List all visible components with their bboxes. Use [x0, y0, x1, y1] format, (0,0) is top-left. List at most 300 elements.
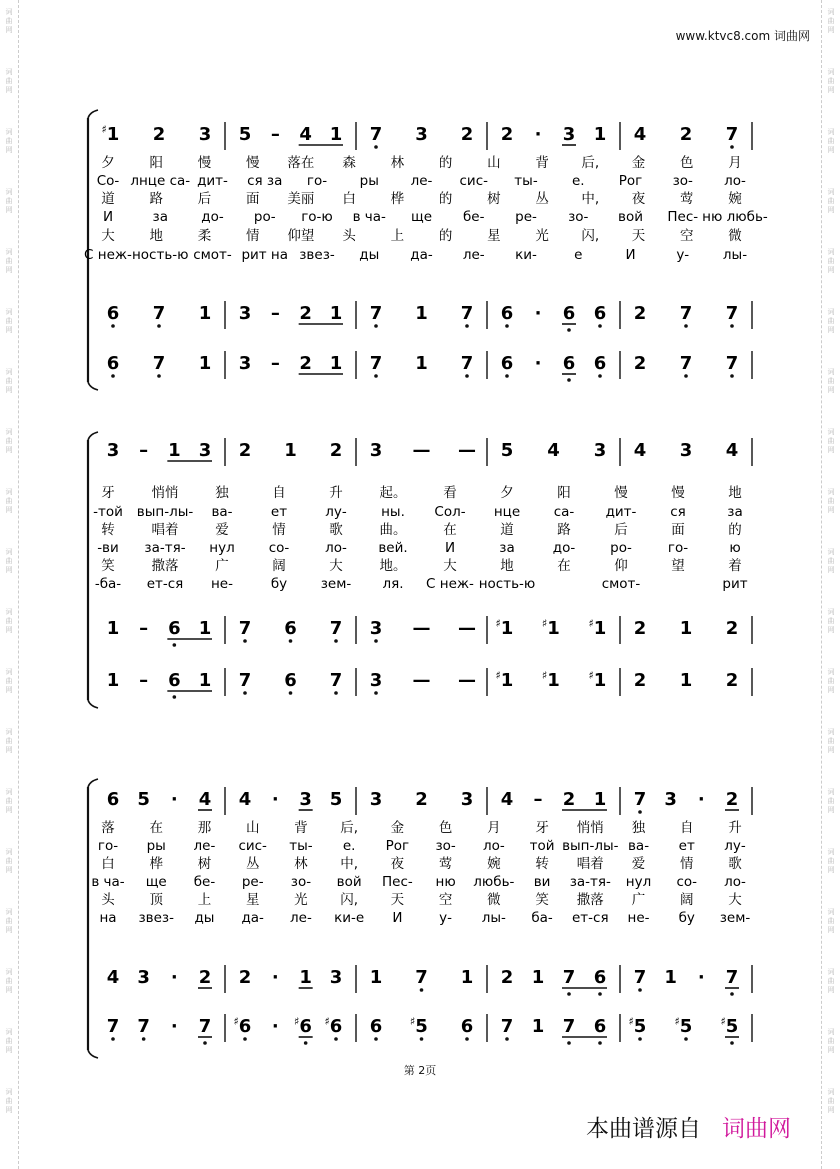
harmony-part-1-note: 1: [415, 303, 428, 324]
lyric-syllable: ры: [146, 838, 166, 854]
harmony-part-1-note: —: [458, 618, 476, 639]
harmony-part-2-note: –: [139, 670, 149, 691]
bracket-hook-top: [88, 110, 98, 118]
harmony-part-2-note: 5: [415, 1016, 428, 1037]
melody-note: 2: [415, 789, 428, 810]
harmony-part-1-note: ·: [697, 967, 705, 988]
lyric-syllable: лу-: [724, 838, 746, 854]
lyric-syllable: Пес-: [667, 209, 699, 225]
sharp-sign: ♯: [409, 1015, 416, 1028]
harmony-part-2-note: 2: [725, 670, 739, 691]
low-octave-dot: [567, 328, 571, 332]
low-octave-dot: [334, 691, 338, 695]
lyric-syllable: 莺: [680, 191, 694, 207]
low-octave-dot: [730, 1041, 734, 1045]
harmony-part-2-note: 7: [500, 1016, 514, 1037]
lyric-syllable: 山: [487, 155, 501, 171]
lyric-syllable: ки-е: [334, 910, 365, 926]
lyric-syllable: у-: [439, 910, 453, 926]
harmony-part-2-note: —: [412, 670, 431, 691]
side-watermark: 词 曲 网: [827, 488, 835, 514]
melody-note: 7: [369, 124, 383, 145]
lyric-syllable: 面: [245, 191, 260, 207]
lyric-syllable: ро-: [610, 540, 632, 556]
lyric-syllable: вып-лы-: [136, 504, 194, 520]
melody-note: 1: [593, 124, 607, 145]
harmony-part-1-note: 7: [152, 303, 166, 324]
lyric-syllable: 悄悄: [576, 820, 604, 836]
lyric-syllable: 婉: [487, 856, 501, 872]
lyric-syllable: 树: [487, 191, 501, 207]
lyric-syllable: И: [102, 209, 114, 225]
melody-note: 4: [299, 124, 312, 145]
lyric-syllable: 仰望: [287, 228, 315, 244]
low-octave-dot: [567, 992, 571, 996]
harmony-part-2-note: –: [270, 353, 280, 374]
harmony-part-2-note: 7: [106, 1016, 120, 1037]
sharp-sign: ♯: [495, 617, 501, 630]
harmony-part-2-note: 6: [106, 353, 120, 374]
lyric-syllable: ло-: [325, 540, 347, 556]
lyric-syllable: 闪,: [340, 892, 359, 908]
lyric-syllable: 中,: [340, 856, 359, 872]
lyric-syllable: 曲。: [379, 522, 407, 538]
low-octave-dot: [142, 1037, 146, 1041]
low-octave-dot: [334, 639, 338, 643]
lyric-syllable: ло-: [724, 173, 746, 189]
harmony-part-2-note: 7: [679, 353, 693, 374]
lyric-syllable: го-: [306, 173, 328, 189]
melody-note: 3: [664, 789, 677, 810]
lyric-syllable: зо-: [290, 874, 312, 890]
lyric-syllable: 唱着: [576, 856, 604, 872]
low-octave-dot: [730, 145, 734, 149]
harmony-part-1-note: 2: [633, 618, 647, 639]
lyric-syllable: ки-: [515, 247, 537, 263]
lyric-syllable: 升: [329, 485, 343, 501]
lyric-syllable: И: [444, 540, 456, 556]
harmony-part-2-note: 5: [725, 1016, 739, 1037]
harmony-part-1-note: 3: [369, 618, 383, 639]
lyric-syllable: ю: [729, 540, 741, 556]
low-octave-dot: [157, 374, 161, 378]
lyric-syllable: ва-: [211, 504, 233, 520]
harmony-part-1-note: 6: [593, 967, 607, 988]
lyric-syllable: 自: [272, 485, 286, 501]
melody-note: 4: [725, 440, 739, 461]
side-watermark: 词 曲 网: [5, 548, 13, 574]
lyric-syllable: 广: [631, 892, 646, 908]
lyric-syllable: лы-: [722, 247, 748, 263]
lyric-syllable: 阔: [272, 558, 286, 574]
harmony-part-2-note: 7: [369, 353, 383, 374]
lyric-syllable: бе-: [462, 209, 485, 225]
low-octave-dot: [730, 374, 734, 378]
lyric-syllable: ло-: [482, 838, 505, 854]
lyric-syllable: 地。: [379, 558, 407, 574]
harmony-part-2-note: ·: [170, 1016, 178, 1037]
harmony-part-1-note: 7: [238, 618, 252, 639]
side-watermark: 词 曲 网: [5, 908, 13, 934]
lyric-syllable: 树: [197, 856, 212, 872]
harmony-part-1-note: 7: [725, 967, 739, 988]
lyric-syllable: у-: [676, 247, 690, 263]
lyric-syllable: 美丽: [287, 191, 315, 207]
harmony-part-2-note: 3: [238, 353, 252, 374]
side-watermark: 词 曲 网: [827, 848, 835, 874]
lyric-syllable: 升: [728, 820, 742, 836]
harmony-part-2-note: 2: [299, 353, 312, 374]
side-watermark: 词 曲 网: [827, 1028, 835, 1054]
lyric-syllable: 天: [631, 228, 646, 244]
lyric-syllable: 婉: [728, 191, 742, 207]
lyric-syllable: Со-: [96, 173, 120, 189]
harmony-part-1-note: 1: [664, 967, 677, 988]
lyric-syllable: ты-: [514, 173, 538, 189]
lyric-syllable: 头: [342, 228, 356, 244]
lyric-syllable: не-: [627, 910, 650, 926]
lyric-syllable: ле-: [410, 173, 433, 189]
harmony-part-2-note: 1: [531, 1016, 545, 1037]
melody-note: 2: [679, 124, 693, 145]
lyric-syllable: И: [625, 247, 636, 263]
lyric-syllable: е.: [571, 173, 585, 189]
harmony-part-2-note: 1: [198, 353, 212, 374]
lyric-syllable: 丛: [535, 191, 549, 207]
lyric-syllable: ле-: [462, 247, 485, 263]
harmony-part-2-note: 1: [198, 670, 212, 691]
lyric-syllable: 唱着: [151, 522, 179, 538]
harmony-part-2-note: 1: [106, 670, 120, 691]
melody-note: 3: [415, 124, 428, 145]
harmony-part-2-note: 6: [593, 1016, 607, 1037]
lyric-syllable: 情: [245, 228, 260, 244]
bracket-hook-top: [88, 779, 98, 787]
side-watermark: 词 曲 网: [5, 128, 13, 154]
lyric-syllable: 后: [614, 522, 628, 538]
lyric-syllable: 的: [728, 522, 742, 538]
lyric-syllable: 天: [390, 892, 405, 908]
side-watermark: 词 曲 网: [827, 668, 835, 694]
low-octave-dot: [173, 695, 177, 699]
harmony-part-1-note: –: [270, 303, 280, 324]
harmony-part-2-note: 6: [284, 670, 297, 691]
side-watermark: 词 曲 网: [5, 788, 13, 814]
harmony-part-1-note: 7: [725, 303, 739, 324]
harmony-part-2-note: 3: [369, 670, 383, 691]
lyric-syllable: 月: [487, 820, 501, 836]
lyric-syllable: 落: [101, 820, 115, 836]
harmony-part-1-note: 3: [137, 967, 150, 988]
lyric-syllable: 大: [101, 228, 115, 244]
sharp-sign: ♯: [720, 1015, 726, 1028]
lyric-syllable: дит-: [197, 173, 228, 189]
sharp-sign: ♯: [233, 1015, 239, 1028]
sharp-sign: ♯: [674, 1015, 680, 1028]
harmony-part-1-note: 2: [633, 303, 647, 324]
source-prefix: 本曲谱源自: [586, 1116, 701, 1142]
harmony-part-1-note: 4: [106, 967, 120, 988]
sharp-sign: ♯: [541, 617, 548, 630]
lyric-syllable: зо-: [435, 838, 456, 854]
lyric-syllable: 落在: [287, 155, 315, 171]
lyric-syllable: нул: [625, 874, 652, 890]
low-octave-dot: [730, 324, 734, 328]
low-octave-dot: [203, 1041, 207, 1045]
low-octave-dot: [374, 374, 378, 378]
low-octave-dot: [374, 639, 378, 643]
low-octave-dot: [157, 324, 161, 328]
melody-note: ·: [534, 124, 542, 145]
melody-note: 4: [633, 124, 647, 145]
site-header[interactable]: www.ktvc8.com 词曲网: [675, 29, 810, 43]
side-watermark: 词 曲 网: [5, 248, 13, 274]
lyric-syllable: Сол-: [434, 504, 466, 520]
melody-note: 5: [238, 124, 252, 145]
melody-note: 2: [500, 124, 514, 145]
lyric-syllable: ба-: [531, 910, 553, 926]
lyric-syllable: 道: [101, 191, 115, 207]
low-octave-dot: [730, 992, 734, 996]
melody-note: 2: [329, 440, 343, 461]
side-watermark: 词 曲 网: [827, 1088, 835, 1114]
harmony-part-1-note: 7: [460, 303, 474, 324]
harmony-part-2-note: 6: [500, 353, 514, 374]
lyric-syllable: ет-ся: [572, 910, 609, 926]
lyric-syllable: 森: [342, 155, 356, 171]
harmony-part-2-note: 6: [329, 1016, 343, 1037]
lyric-syllable: 慢: [245, 155, 260, 171]
source-site-link[interactable]: 词曲网: [722, 1116, 791, 1142]
lyric-syllable: 爱: [215, 522, 229, 538]
lyric-syllable: 地: [500, 558, 514, 574]
lyric-syllable: 在: [443, 522, 457, 538]
low-octave-dot: [598, 374, 602, 378]
melody-note: ·: [697, 789, 705, 810]
lyric-syllable: ды: [359, 247, 380, 263]
melody-note: 5: [137, 789, 150, 810]
melody-note: 6: [106, 789, 120, 810]
lyric-syllable: ет: [678, 838, 695, 854]
lyric-syllable: 夜: [390, 856, 405, 872]
lyric-syllable: -ба-: [94, 576, 122, 592]
lyric-syllable: е: [574, 247, 583, 263]
lyric-syllable: 撒落: [576, 892, 604, 908]
lyric-syllable: са-: [553, 504, 575, 520]
melody-note: ·: [271, 789, 279, 810]
melody-note: 7: [725, 124, 739, 145]
lyric-syllable: 桦: [149, 856, 163, 872]
lyric-syllable: 莺: [438, 856, 453, 872]
lyric-syllable: 路: [149, 191, 163, 207]
harmony-part-1-note: 1: [593, 618, 607, 639]
lyric-syllable: 顶: [149, 892, 163, 908]
low-octave-dot: [684, 324, 688, 328]
lyric-syllable: той: [529, 838, 555, 854]
lyric-syllable: звез-: [138, 910, 174, 926]
lyric-syllable: -ви: [97, 540, 119, 556]
harmony-part-1-note: 1: [299, 967, 312, 988]
lyric-syllable: звез-: [299, 247, 335, 263]
lyric-syllable: 星: [487, 228, 501, 244]
melody-note: 1: [329, 124, 343, 145]
melody-note: 3: [369, 789, 383, 810]
side-watermark: 词 曲 网: [827, 188, 835, 214]
lyric-syllable: Рог: [618, 173, 643, 189]
low-octave-dot: [465, 374, 469, 378]
side-watermark: 词 曲 网: [5, 8, 13, 34]
lyric-syllable: ры: [359, 173, 379, 189]
harmony-part-2-note: 2: [633, 353, 647, 374]
lyric-syllable: 爱: [631, 856, 646, 872]
lyric-syllable: вей.: [378, 540, 408, 556]
harmony-part-1-note: 2: [500, 967, 514, 988]
harmony-part-1-note: 2: [238, 967, 252, 988]
harmony-part-2-note: 7: [238, 670, 252, 691]
lyric-syllable: за: [727, 504, 743, 520]
lyric-syllable: 歌: [329, 522, 343, 538]
lyric-syllable: 地: [149, 228, 163, 244]
melody-note: 7: [633, 789, 647, 810]
harmony-part-2-note: 7: [725, 353, 739, 374]
lyric-syllable: ны.: [381, 504, 405, 520]
lyric-syllable: 着: [728, 558, 742, 574]
low-octave-dot: [684, 374, 688, 378]
lyric-syllable: 后,: [581, 155, 600, 171]
lyric-syllable: в ча-: [352, 209, 386, 225]
lyric-syllable: зо-: [672, 173, 693, 189]
low-octave-dot: [289, 691, 293, 695]
lyric-syllable: со-: [268, 540, 290, 556]
lyric-syllable: 星: [245, 892, 260, 908]
side-watermark: 词 曲 网: [5, 608, 13, 634]
low-octave-dot: [598, 992, 602, 996]
harmony-part-1-note: 7: [415, 967, 428, 988]
lyric-syllable: 月: [728, 155, 742, 171]
lyric-syllable: 看: [443, 485, 457, 501]
low-octave-dot: [638, 988, 642, 992]
low-octave-dot: [374, 1037, 378, 1041]
lyric-syllable: 阔: [680, 892, 694, 908]
harmony-part-2-note: 6: [168, 670, 181, 691]
harmony-part-2-note: 7: [329, 670, 343, 691]
lyric-syllable: 背: [535, 155, 549, 171]
side-watermark: 词 曲 网: [5, 68, 13, 94]
harmony-part-2-note: 1: [547, 670, 560, 691]
side-watermark: 词 曲 网: [5, 968, 13, 994]
melody-note: 2: [725, 789, 739, 810]
harmony-part-1-note: 1: [198, 618, 212, 639]
low-octave-dot: [111, 324, 115, 328]
side-watermark: 词 曲 网: [827, 968, 835, 994]
harmony-part-2-note: 6: [369, 1016, 383, 1037]
harmony-part-1-note: 1: [679, 618, 693, 639]
lyric-syllable: 独: [215, 485, 229, 501]
lyric-syllable: 白: [342, 191, 356, 207]
harmony-part-2-note: 6: [299, 1016, 312, 1037]
lyric-syllable: 面: [671, 522, 685, 538]
melody-note: 3: [369, 440, 383, 461]
sharp-sign: ♯: [588, 617, 594, 630]
lyric-syllable: И: [392, 910, 403, 926]
lyric-syllable: 那: [197, 820, 212, 836]
lyric-syllable: е.: [342, 838, 356, 854]
lyric-syllable: 大: [728, 892, 742, 908]
melody-note: 2: [152, 124, 166, 145]
lyric-syllable: ет-ся: [146, 576, 184, 592]
lyric-syllable: 白: [101, 856, 115, 872]
melody-note: 5: [500, 440, 514, 461]
low-octave-dot: [684, 1037, 688, 1041]
melody-note: –: [533, 789, 543, 810]
lyric-syllable: 微: [728, 228, 742, 244]
lyric-syllable: ще: [410, 209, 433, 225]
lyric-syllable: ре-: [241, 874, 264, 890]
lyric-syllable: за-тя-: [144, 540, 186, 556]
lyric-syllable: 慢: [197, 155, 212, 171]
lyric-syllable: 起。: [379, 485, 407, 501]
melody-note: –: [139, 440, 149, 461]
lyric-syllable: го-: [667, 540, 689, 556]
lyric-syllable: нул: [209, 540, 235, 556]
lyric-syllable: в ча-: [91, 874, 125, 890]
harmony-part-2-note: 2: [633, 670, 647, 691]
lyric-syllable: 大: [329, 558, 343, 574]
lyric-syllable: ви: [533, 874, 551, 890]
low-octave-dot: [243, 639, 247, 643]
melody-note: 4: [633, 440, 647, 461]
lyric-syllable: любь-: [473, 874, 515, 890]
lyric-syllable: 后: [197, 191, 212, 207]
side-watermark: 词 曲 网: [5, 1088, 13, 1114]
harmony-part-1-note: 6: [593, 303, 607, 324]
lyric-syllable: не-: [210, 576, 234, 592]
harmony-part-1-note: ·: [170, 967, 178, 988]
lyric-syllable: вой: [336, 874, 362, 890]
harmony-part-2-note: 6: [460, 1016, 474, 1037]
lyric-syllable: 色: [438, 820, 453, 836]
lyric-syllable: ет: [270, 504, 288, 520]
lyric-syllable: бе-: [193, 874, 216, 890]
harmony-part-1-note: 1: [460, 967, 474, 988]
lyric-syllable: вып-лы-: [562, 838, 619, 854]
harmony-part-2-note: ·: [534, 353, 542, 374]
lyric-syllable: 牙: [101, 485, 115, 501]
melody-note: 3: [562, 124, 576, 145]
side-watermark: 词 曲 网: [5, 308, 13, 334]
low-octave-dot: [111, 1037, 115, 1041]
low-octave-dot: [598, 324, 602, 328]
lyric-syllable: до-: [552, 540, 576, 556]
lyric-syllable: 在: [149, 820, 163, 836]
low-octave-dot: [289, 639, 293, 643]
lyric-syllable: ся: [670, 504, 686, 520]
low-octave-dot: [334, 1037, 338, 1041]
harmony-part-1-note: 2: [198, 967, 212, 988]
lyric-syllable: 微: [487, 892, 501, 908]
harmony-part-1-note: 1: [500, 618, 514, 639]
melody-note: —: [458, 440, 476, 461]
low-octave-dot: [304, 1041, 308, 1045]
low-octave-dot: [598, 1041, 602, 1045]
harmony-part-1-note: 7: [679, 303, 693, 324]
low-octave-dot: [173, 643, 177, 647]
lyric-syllable: 自: [680, 820, 694, 836]
sharp-sign: ♯: [588, 669, 594, 682]
low-octave-dot: [374, 324, 378, 328]
lyric-syllable: 光: [294, 892, 308, 908]
lyric-syllable: 悄悄: [151, 485, 179, 501]
